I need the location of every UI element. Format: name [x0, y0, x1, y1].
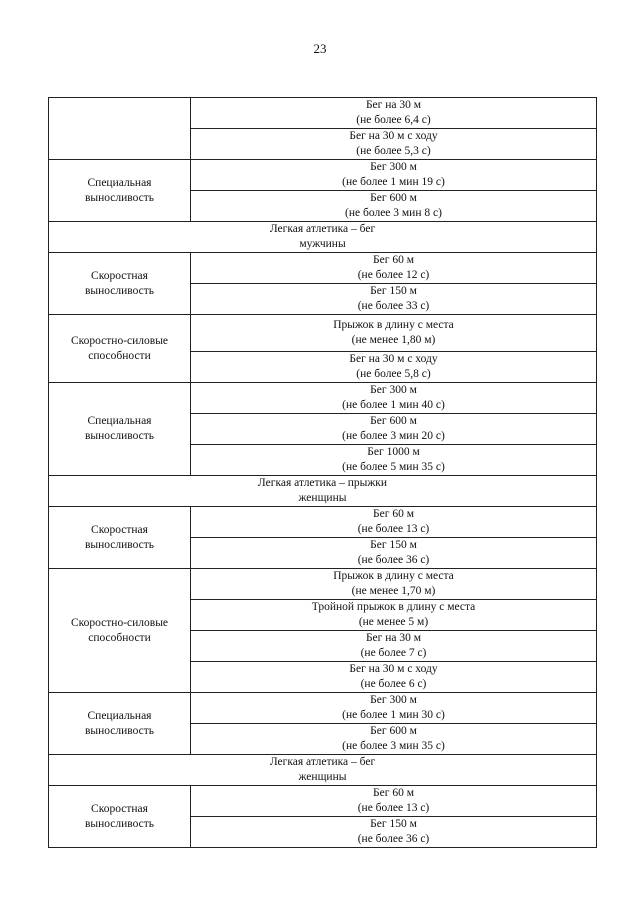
category-cell	[49, 253, 191, 315]
category-line: способности	[88, 349, 151, 362]
test-norm: (не более 7 с)	[360, 647, 427, 659]
test-norm: (не более 3 мин 8 с)	[345, 207, 442, 219]
category-line: выносливость	[84, 538, 155, 551]
test-name: Бег 150 м	[370, 285, 417, 297]
section-row	[49, 755, 597, 786]
test-cell	[191, 662, 597, 693]
test-cell	[191, 631, 597, 662]
test-name: Бег на 30 м	[365, 99, 422, 111]
test-cell	[191, 352, 597, 383]
section-row	[49, 476, 597, 507]
test-norm: (не более 36 с)	[357, 554, 430, 566]
test-norm: (не более 3 мин 35 с)	[342, 740, 445, 752]
test-name: Бег 150 м	[370, 818, 417, 830]
test-norm: (не более 13 с)	[357, 523, 430, 535]
section-title: Легкая атлетика – прыжки	[257, 477, 388, 489]
test-cell	[191, 129, 597, 160]
test-norm: (не менее 1,70 м)	[351, 585, 436, 597]
table-row	[49, 253, 597, 284]
test-name: Бег 300 м	[370, 694, 417, 706]
section-subtitle: женщины	[298, 492, 347, 504]
test-norm: (не более 13 с)	[357, 802, 430, 814]
category-line: способности	[88, 631, 151, 644]
category-cell	[49, 569, 191, 693]
category-line: Скоростная	[91, 523, 148, 536]
test-cell	[191, 284, 597, 315]
test-name: Бег 60 м	[373, 787, 414, 799]
test-norm: (не более 36 с)	[357, 833, 430, 845]
category-line: выносливость	[84, 284, 155, 297]
category-cell	[49, 315, 191, 383]
category-line: выносливость	[84, 724, 155, 737]
test-norm: (не более 6 с)	[360, 678, 427, 690]
test-name: Бег 600 м	[370, 192, 417, 204]
table-row	[49, 315, 597, 352]
test-norm: (не более 6,4 с)	[356, 114, 431, 126]
test-norm: (не менее 1,80 м)	[351, 334, 436, 346]
section-row	[49, 222, 597, 253]
table-row	[49, 383, 597, 414]
test-name: Бег 60 м	[373, 508, 414, 520]
test-cell	[191, 600, 597, 631]
test-norm: (не более 1 мин 19 с)	[342, 176, 445, 188]
test-cell	[191, 160, 597, 191]
category-line: Скоростно-силовые	[70, 616, 169, 629]
test-cell	[191, 817, 597, 848]
test-cell	[191, 507, 597, 538]
category-line: выносливость	[84, 191, 155, 204]
category-cell	[49, 693, 191, 755]
category-line: Специальная	[87, 176, 152, 189]
test-cell	[191, 693, 597, 724]
norms-table	[48, 97, 597, 848]
table-row	[49, 693, 597, 724]
test-name: Бег на 30 м с ходу	[349, 663, 438, 675]
test-norm: (не более 1 мин 30 с)	[342, 709, 445, 721]
test-name: Бег 150 м	[370, 539, 417, 551]
category-line: выносливость	[84, 430, 155, 442]
test-cell	[191, 538, 597, 569]
test-cell	[191, 383, 597, 414]
test-cell	[191, 315, 597, 352]
test-name: Бег на 30 м с ходу	[349, 353, 438, 365]
test-name: Прыжок в длину с места	[333, 319, 454, 331]
test-norm: (не более 1 мин 40 с)	[342, 399, 445, 411]
test-norm: (не более 33 с)	[357, 300, 430, 312]
test-name: Прыжок в длину с места	[333, 570, 454, 582]
category-line: Специальная	[87, 709, 152, 722]
test-cell	[191, 786, 597, 817]
test-name: Бег 60 м	[373, 254, 414, 266]
test-cell	[191, 445, 597, 476]
test-norm: (не более 5,3 с)	[356, 145, 431, 157]
table-row	[49, 569, 597, 600]
test-cell	[191, 98, 597, 129]
test-cell	[191, 253, 597, 284]
test-name: Бег 1000 м	[367, 446, 420, 458]
table-row	[49, 160, 597, 191]
section-subtitle: мужчины	[299, 238, 346, 250]
category-cell	[49, 383, 191, 476]
test-norm: (не более 12 с)	[357, 269, 430, 281]
test-name: Бег 600 м	[370, 725, 417, 737]
category-cell	[49, 786, 191, 848]
test-name: Бег 300 м	[370, 161, 417, 173]
section-title: Легкая атлетика – бег	[269, 223, 376, 235]
table-row	[49, 786, 597, 817]
table-row	[49, 507, 597, 538]
test-name: Бег 600 м	[370, 415, 417, 427]
category-line: Специальная	[87, 415, 152, 427]
test-norm: (не более 3 мин 20 с)	[342, 430, 445, 442]
test-norm: (не более 5,8 с)	[356, 368, 431, 380]
category-cell	[49, 98, 191, 160]
category-cell	[49, 160, 191, 222]
section-heading	[49, 476, 597, 507]
test-cell	[191, 191, 597, 222]
category-line: Скоростная	[91, 802, 148, 815]
section-heading	[49, 755, 597, 786]
test-cell	[191, 569, 597, 600]
test-cell	[191, 414, 597, 445]
test-name: Тройной прыжок в длину с места	[311, 601, 476, 613]
test-norm: (не менее 5 м)	[358, 616, 429, 628]
test-norm: (не более 5 мин 35 с)	[342, 461, 445, 473]
category-line: выносливость	[84, 817, 155, 830]
test-cell	[191, 724, 597, 755]
page-number: 23	[313, 41, 327, 56]
test-name: Бег на 30 м	[365, 632, 422, 644]
test-name: Бег на 30 м с ходу	[349, 130, 438, 142]
table-row	[49, 98, 597, 129]
test-name: Бег 300 м	[370, 384, 417, 396]
category-line: Скоростная	[91, 269, 148, 282]
category-line: Скоростно-силовые	[70, 334, 169, 347]
category-cell	[49, 507, 191, 569]
section-subtitle: женщины	[298, 771, 347, 783]
section-title: Легкая атлетика – бег	[269, 756, 376, 768]
section-heading	[49, 222, 597, 253]
